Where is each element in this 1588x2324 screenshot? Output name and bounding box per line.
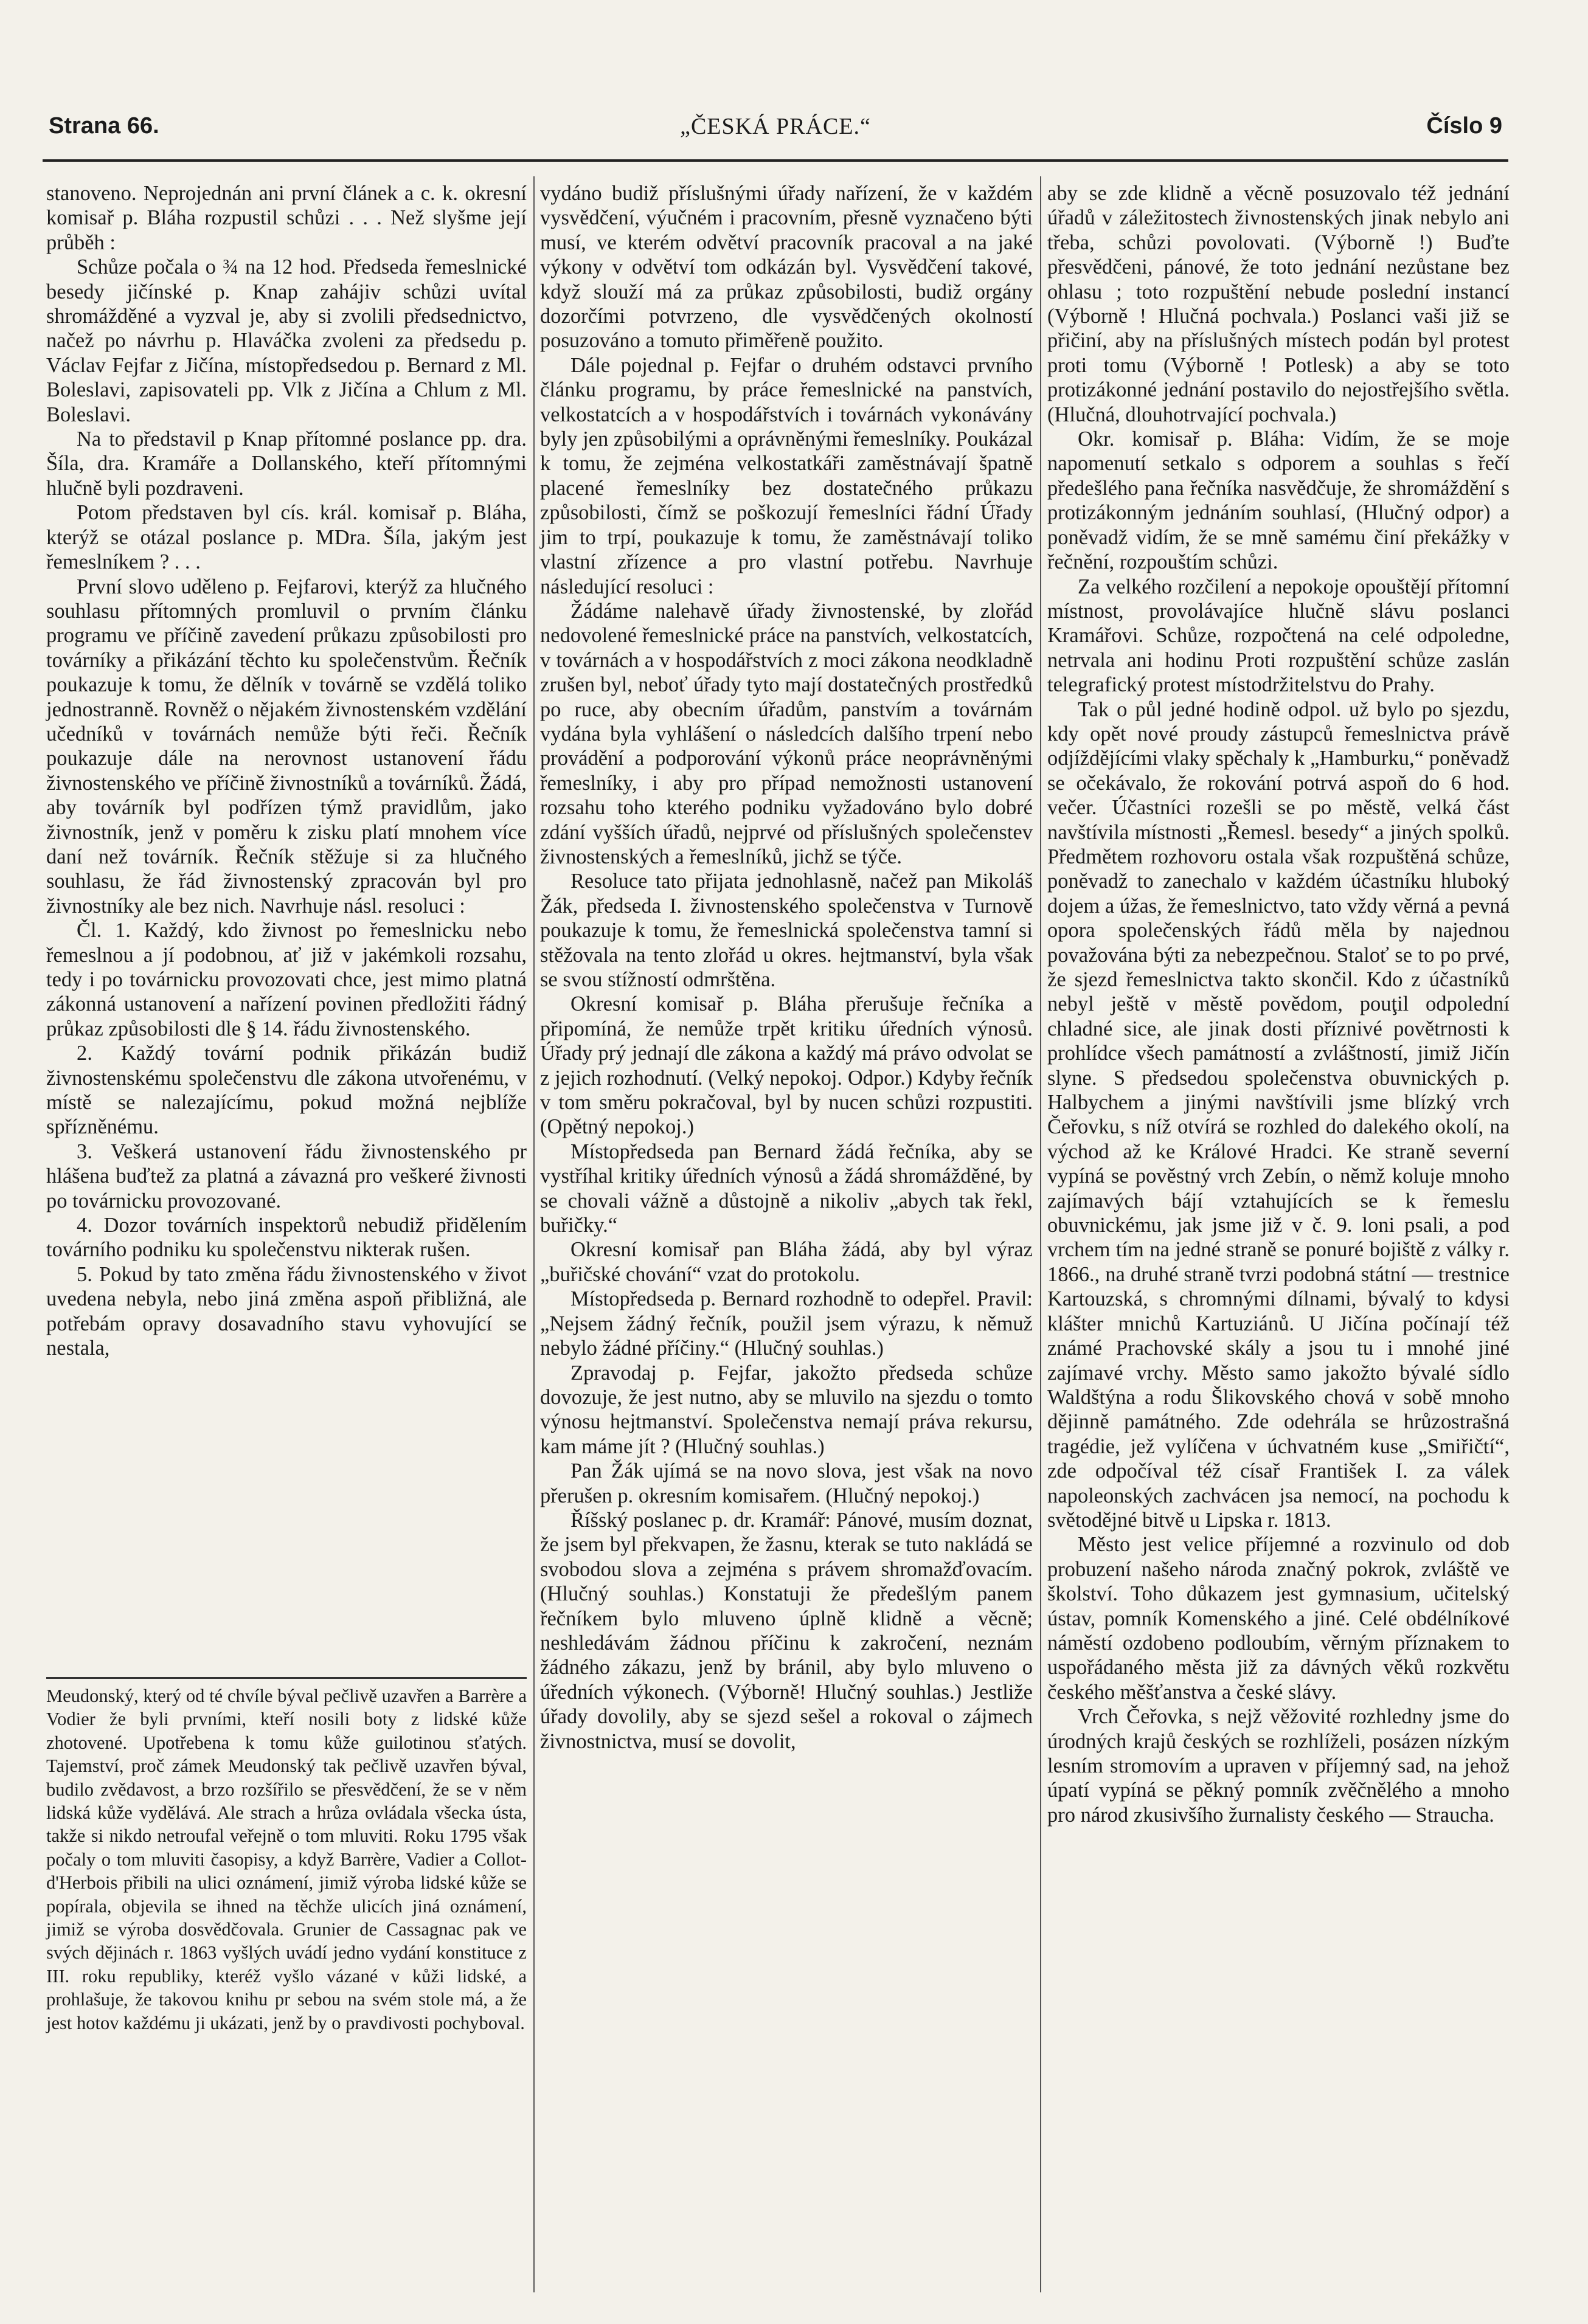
paragraph: vydáno budiž příslušnými úřady nařízení, že v každém vysvědčení, výučném i pracovním, přesně vyznačeno býti musí, ve kterém odvětví pracovník pracoval a na jaké výkony v odvětví tom odkázán byl. Vysvědčení takové, když slouží má za průkaz způsobilosti, budiž orgány dozorčími potvrzeno, dle vysvědčených okolností posuzováno a tomuto přiměřeně použito. xyxy=(540,182,1033,353)
paragraph: Říšský poslanec p. dr. Kramář: Pánové, musím doznat, že jsem byl překvapen, že žasnu, kterak se tuto nakládá se svobodou slova a zejména s právem shromažďovacím. (Hlučný souhlas.) Konstatuji že předešlým panem řečníkem bylo mluveno úplně klidně a věcně; neshledávám žádnou příčinu k zakročení, neznám žádného zákazu, jenž by bránil, aby bylo mluveno o úředních výkonech. (Výborně! Hlučný souhlas.) Jestliže úřady dovolily, aby se sjezd sešel a rokoval o zájmech živnostnictva, musí se dovolit, xyxy=(540,1508,1033,1753)
paragraph: Čl. 1. Každý, kdo živnost po řemeslnicku nebo řemeslnou a jí podobnou, ať již v jakémkoli rozsahu, tedy i po továrnicku provozovati chce, jest mimo platná zákonná ustanovení a nařízení povinen předložiti řádný průkaz způsobilosti dle § 14. řádu živnostenského. xyxy=(46,919,527,1040)
paragraph: Pan Žák ujímá se na novo slova, jest však na novo přerušen p. okresním komisařem. (Hlučný nepokoj.) xyxy=(540,1459,1033,1507)
paragraph: Schůze počala o ¾ na 12 hod. Předseda řemeslnické besedy jičínské p. Knap zahájiv schůzi uvítal shromážděné a vyzval je, aby si zvolili předsednictvo, načež po návrhu p. Hlaváčka zvoleni za předsedu p. Václav Fejfar z Jičína, místopředsedou p. Bernard z Ml. Boleslavi, zapisovateli pp. Vlk z Jičína a Chlum z Ml. Boleslavi. xyxy=(46,255,527,426)
column-3 xyxy=(1047,181,1510,1827)
paragraph: První slovo uděleno p. Fejfarovi, kterýž za hlučného souhlasu přítomných promluvil o prvním článku programu ve příčině zavedení průkazu způsobilosti pro továrníky a přikázání těchto ku společenstvům. Řečník poukazuje k tomu, že dělník v továrně se vzdělá toliko jednostranně. Rovněž o nějakém živnostenském vzdělání učedníků v továrnách nemůže býti řeči. Řečník poukazuje dále na nerovnost ustanovení řádu živnostenského ve příčině živnostníků a továrníků. Žádá, aby továrník byl podřízen týmž pravidlům, jako živnostník, jenž v poměru k zisku platí mnohem více daní než továrník. Řečník stěžuje si za hlučného souhlasu, že řád živnostenský zpracován byl pro živnostníky ale bez nich. Navrhuje násl. resoluci : xyxy=(46,575,527,918)
paragraph: Místopředseda p. Bernard rozhodně to odepřel. Pravil: „Nejsem žádný řečník, použil jsem výrazu, k němuž nebylo žádné příčiny.“ (Hlučný souhlas.) xyxy=(540,1287,1033,1360)
column-divider-1 xyxy=(533,176,535,2292)
paragraph: Dále pojednal p. Fejfar o druhém odstavci prvního článku programu, by práce řemeslnické na panstvích, velkostatcích a v hospodářstvích i továrnách vykonávány byly jen způsobilými a oprávněnými řemeslníky. Poukázal k tomu, že zejména velkostatkáři zaměstnávají špatně placené řemeslníky bez dostatečného průkazu způsobilosti, čímž se poškozují řemeslníci řádní Úřady jim to trpí, poukazuje k tomu, že zaměstnávají toliko vlastní zřízence a pro vlastní potřebu. Navrhuje následující resoluci : xyxy=(540,353,1033,598)
paragraph: Na to představil p Knap přítomné poslance pp. dra. Šíla, dra. Kramáře a Dollanského, kteří přítomnými hlučně byli pozdraveni. xyxy=(46,427,527,500)
footnote-rule xyxy=(46,1677,527,1679)
header-rule xyxy=(43,159,1508,162)
page-header xyxy=(49,113,1502,156)
paragraph: 5. Pokud by tato změna řádu živnostenského v život uvedena nebyla, nebo jiná změna aspoň přibližná, ale potřebám opravy dosavadního stavu vyhovující se nestala, xyxy=(46,1262,527,1360)
paragraph: Tak o půl jedné hodině odpol. už bylo po sjezdu, kdy opět nové proudy zástupců řemeslnictva právě odjíždějícími vlaky spěchaly k „Hamburku,“ poněvadž se očekávalo, že rokování potrvá aspoň do 6 hod. večer. Účastníci rozešli se po městě, velká část navštívila místnosti „Řemesl. besedy“ a jiných spolků. Předmětem rozhovoru ostala však rozpuštěná schůze, poněvadž to zanechalo v každém účastníku hluboký dojem a úžas, že řemeslnictvo, tato vždy věrná a pevná opora společenských řádů měla by najednou považována býti za nebezpečnou. Staloť se to po prvé, že sjezd řemeslnictva takto skončil. Kdo z účastníků nebyl ještě v městě povědom, pouţil odpolední chladné sice, ale jinak dosti příznivé povětrnosti k prohlídce všech památností a zvláštností, jimiž Jičín slyne. S předsedou společenstva obuvnických p. Halbychem a jinými navštívili jsme blízký vrch Čeřovku, s níž otvírá se rozhled do dalekého okolí, na východ až ke Králové Hradci. Ke straně severní vypíná se pověstný vrch Zebín, o němž koluje mnoho zajímavých bájí vztahujících se k řemeslu obuvnickému, jak jsme již v č. 9. loni psali, a pod vrchem tím na jedné straně se ponuré bojiště z války r. 1866., na druhé straně tvrzi podobná státní — trestnice Kartouzská, s chromnými dílnami, bývalý to kdysi klášter mnichů Kartuziánů. U Jičína počínají též známé Prachovské skály a jsou tu i mnohé jiné zajímavé vrchy. Město samo jakožto bývalé sídlo Waldštýna a rodu Šlikovského chová v sobě mnoho dějinně památného. Zde odehrála se hrůzostrašná tragédie, jež vylíčena v úchvatném kuse „Smiřičtí“, zde odpočíval též císař František I. za válek napoleonských zachvácen jsa nemocí, na pochodu k světodějné bitvě u Lipska r. 1813. xyxy=(1047,697,1510,1532)
paragraph: Žádáme nalehavě úřady živnostenské, by zlořád nedovolené řemeslnické práce na panstvích, velkostatcích, v továrnách a v hospodářstvích z moci zákona neodkladně zrušen byl, neboť úřady tyto mají dostatečných prostředků po ruce, aby obecním úřadům, panstvím a továrnám vydána byla vyhlášení o následcích dalšího trpení nebo provádění a podporování výkonů práce neoprávněnými řemeslníky, i aby pro případ nemožnosti ustanovení rozsahu toho kterého podniku vyžadováno bylo dobré zdání vyšších úřadů, nejprvé od příslušných společenstev živnostenských a řemeslníků, jichž se týče. xyxy=(540,599,1033,868)
paragraph: Místopředseda pan Bernard žádá řečníka, aby se vystříhal kritiky úředních výnosů a žádá shromážděné, by se chovali vážně a důstojně a nikoliv „abych tak řekl, buřičky.“ xyxy=(540,1140,1033,1237)
paragraph: Potom představen byl cís. král. komisař p. Bláha, kterýž se otázal poslance p. MDra. Šíla, jakým jest řemeslníkem ? . . . xyxy=(46,501,527,574)
paragraph: Zpravodaj p. Fejfar, jakožto předseda schůze dovozuje, že jest nutno, aby se mluvilo na sjezdu o tomto výnosu hejtmanství. Společenstva nemají práva rekursu, kam máme jít ? (Hlučný souhlas.) xyxy=(540,1361,1033,1458)
footnote-text: Meudonský, který od té chvíle býval pečlivě uzavřen a Barrère a Vodier že byli prvními, kteří nosili boty z lidské kůže zhotovené. Upotřebena k tomu kůže guilotinou sťatých. Tajemství, proč zámek Meudonský tak pečlivě uzavřen býval, budilo zvědavost, a brzo rozšířilo se přesvědčení, že se v něm lidská kůže vydělává. Ale strach a hrůza ovládala všecka ústa, takže si nikdo netroufal veřejně o tom mluviti. Roku 1795 však počaly o tom mluviti časopisy, a když Barrère, Vadier a Collot-d'Herbois přibili na ulici oznámení, jimiž výroba lidské kůže se popírala, objevila se ihned na těchže ulicích jiná oznámení, jimiž se výroba dosvědčovala. Grunier de Cassagnac pak ve svých dějinách r. 1863 vyšlých uvádí jedno vydání konstituce z III. roku republiky, kteréž vyšlo vázané v kůži lidské, a prohlašuje, že takovou knihu pr sebou na svém stole má, a že jest hotov každému ji ukázati, jenž by o pravdivosti pochyboval. xyxy=(46,1686,527,2033)
paragraph: Resoluce tato přijata jednohlasně, načež pan Mikoláš Žák, předseda I. živnostenského společenstva v Turnově poukazuje k tomu, že řemeslnická společenstva tamní si stěžovala na tento zlořád u okres. hejtmanství, byla však se svou stížností odmrštěna. xyxy=(540,870,1033,991)
page-number: Strana 66. xyxy=(49,113,159,139)
issue-number: Číslo 9 xyxy=(1426,113,1502,139)
column-divider-2 xyxy=(1040,176,1041,2292)
footnote xyxy=(46,1684,527,2035)
column-1 xyxy=(46,181,527,1361)
paragraph: Okr. komisař p. Bláha: Vidím, že se moje napomenutí setkalo s odporem a souhlas s řečí předešlého pana řečníka nasvědčuje, že shromáždění s protizákonným jednáním souhlasí, (Hlučný odpor) a poněvadž vidím, že se mně samému činí překážky v řečnění, rozpouštím schůzi. xyxy=(1047,427,1510,574)
paragraph: Za velkého rozčilení a nepokoje opouštějí přítomní místnost, provolávajíce hlučně slávu poslanci Kramářovi. Schůze, rozpočtená na celé odpoledne, netrvala ani hodinu Proti rozpuštění schůze zaslán telegrafický protest místodržitelstvu do Prahy. xyxy=(1047,575,1510,697)
paragraph: 3. Veškerá ustanovení řádu živnostenského pr hlášena buďtež za platná a závazná pro veškeré živnosti po továrnicku provozované. xyxy=(46,1140,527,1212)
paragraph: Vrch Čeřovka, s nejž věžovité rozhledny jsme do úrodných krajů českých se rozhlíželi, posázen nízkým lesním stromovím a upraven v příjemný sad, na jehož úpatí vypíná se pěkný pomník zvěčnělého a mnoho pro národ zkusivšího žurnalisty českého — Strauchа. xyxy=(1047,1705,1510,1827)
paragraph: 4. Dozor továrních inspektorů nebudiž přidělením továrního podniku ku společenstvu nikterak rušen. xyxy=(46,1214,527,1262)
column-2 xyxy=(540,181,1033,1754)
paragraph: Město jest velice příjemné a rozvinulo od dob probuzení našeho národa značný pokrok, zvláště ve školství. Toho důkazem jest gymnasium, učitelský ústav, pomník Komenského a jiné. Celé obdélníkové náměstí ozdobeno podloubím, věrným příznakem to uspořádaného města již za dávných věků rozkvětu českého měšťanstva a české slávy. xyxy=(1047,1533,1510,1704)
paragraph: stanoveno. Neprojednán ani první článek a c. k. okresní komisař p. Bláha rozpustil schůzi . . . Než slyšme její průběh : xyxy=(46,182,527,254)
paragraph: aby se zde klidně a věcně posuzovalo též jednání úřadů v záležitostech živnostenských jinak nebylo ani třeba, schůzi povolovati. (Výborně !) Buďte přesvědčeni, pánové, že toto jednání nezůstane bez ohlasu ; toto rozpuštění nebude poslední instancí (Výborně ! Hlučná pochvala.) Poslanci vaši již se přičiní, aby na příslušných místech podán byl protest proti tomu (Výborně ! Potlesk) a aby se toto protizákonné jednání postavilo do nejostřejšího světla. (Hlučná, dlouhotrvající pochvala.) xyxy=(1047,182,1510,426)
paragraph: Okresní komisař pan Bláha žádá, aby byl výraz „buřičské chování“ vzat do protokolu. xyxy=(540,1238,1033,1286)
paragraph: 2. Každý tovární podnik přikázán budiž živnostenskému společenstvu dle zákona utvořenému, v místě se nalezajícímu, pokud možná nejblíže spřízněnému. xyxy=(46,1042,527,1139)
paragraph: Okresní komisař p. Bláha přerušuje řečníka a připomíná, že nemůže trpět kritiku úředních výnosů. Úřady prý jednají dle zákona a každý má právo odvolat se z jejich rozhodnutí. (Velký nepokoj. Odpor.) Kdyby řečník v tom směru pokračoval, byl by nucen schůzi rozpustiti. (Opětný nepokoj.) xyxy=(540,992,1033,1139)
journal-title: „ČESKÁ PRÁCE.“ xyxy=(680,114,871,139)
